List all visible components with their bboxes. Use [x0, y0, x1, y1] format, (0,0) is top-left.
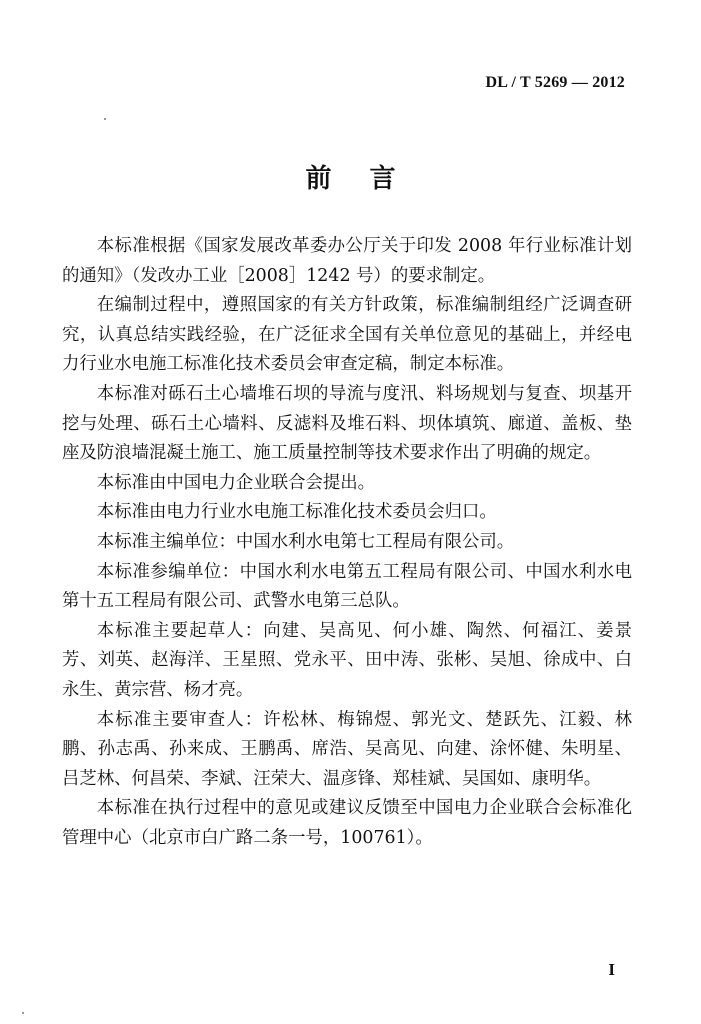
paragraph-administrator: 本标准由电力行业水电施工标准化技术委员会归口。: [96, 502, 497, 523]
paragraph-basis: 本标准根据《国家发展改革委办公厅关于印发 2008 年行业标准计划的通知》（发改办工业［2008］1242 号）的要求制定。: [62, 236, 632, 286]
paragraph-chief-editor: 本标准主编单位：中国水利水电第七工程局有限公司。: [96, 531, 515, 552]
foreword-body: [62, 232, 632, 853]
paragraph-proposer: 本标准由中国电力企业联合会提出。: [96, 472, 376, 493]
page-number: I: [608, 960, 615, 979]
scan-speck: [22, 1012, 24, 1014]
page-title: 前言: [305, 164, 434, 194]
standard-code: DL / T 5269 — 2012: [485, 74, 625, 91]
paragraph-feedback: 本标准在执行过程中的意见或建议反馈至中国电力企业联合会标准化管理中心（北京市白广路二条一号，100761）。: [62, 798, 632, 848]
paragraph-participants: 本标准参编单位：中国水利水电第五工程局有限公司、中国水利水电第十五工程局有限公司、武警水电第三总队。: [62, 561, 632, 612]
paragraph-reviewers: 本标准主要审查人：许松林、梅锦煜、郭光文、楚跃先、江毅、林鹏、孙志禹、孙来成、王鹏禹、席浩、吴高见、向建、涂怀健、朱明星、吕芝林、何昌荣、李斌、汪荣大、温彦锋、郑桂斌、吴国如、康明华。: [62, 709, 632, 789]
paragraph-scope: 本标准对砾石土心墙堆石坝的导流与度汛、料场规划与复查、坝基开挖与处理、砾石土心墙料、反滤料及堆石料、坝体填筑、廊道、盖板、垫座及防浪墙混凝土施工、施工质量控制等技术要求作出了明确的规定。: [62, 383, 632, 464]
scan-speck: [104, 118, 106, 120]
paragraph-process: 在编制过程中，遵照国家的有关方针政策，标准编制组经广泛调查研究，认真总结实践经验，在广泛征求全国有关单位意见的基础上，并经电力行业水电施工标准化技术委员会审查定稿，制定本标准。: [62, 295, 632, 375]
paragraph-drafters: 本标准主要起草人：向建、吴高见、何小雄、陶然、何福江、姜景芳、刘英、赵海洋、王星照、党永平、田中涛、张彬、吴旭、徐成中、白永生、黄宗营、杨才亮。: [62, 620, 632, 700]
